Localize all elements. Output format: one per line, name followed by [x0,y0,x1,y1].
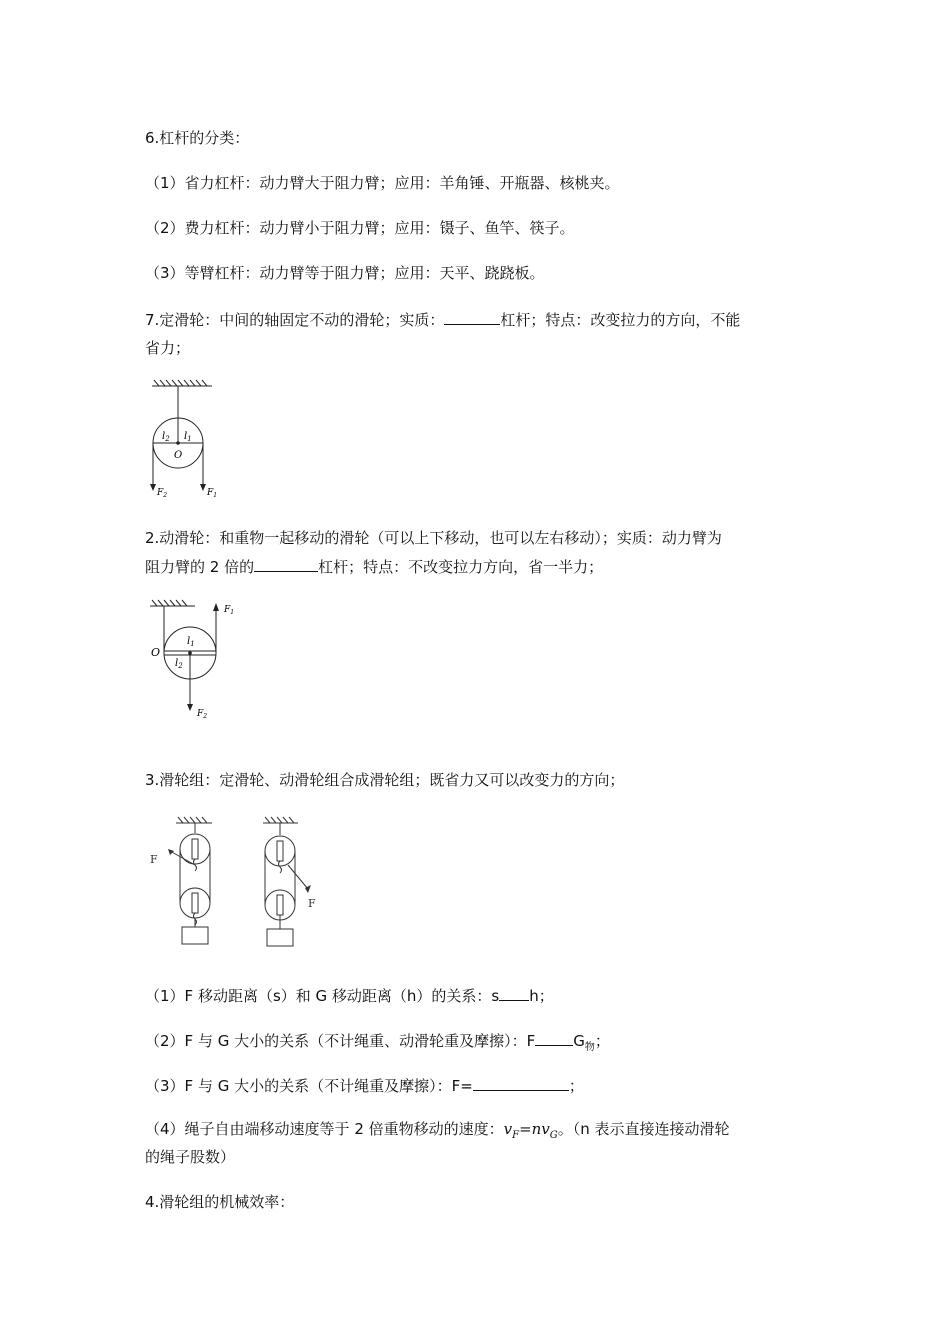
axle-dot [188,651,192,655]
pulley-system-right [263,817,308,946]
efficiency-title: 4.滑轮组的机械效率： [145,1193,295,1211]
question-3 [145,1075,584,1096]
label-l2: $l_2$ [162,431,170,443]
question-3-tail: ； [568,1077,584,1095]
lever-type-3: （3）等臂杠杆：动力臂等于阻力臂；应用：天平、跷跷板。 [145,264,545,282]
question-4-line1 [145,1119,730,1146]
weight-box-right [267,929,293,946]
fixed-pulley-diagram [140,378,230,500]
lever-type-1: （1）省力杠杆：动力臂大于阻力臂；应用：羊角锤、开瓶器、核桃夹。 [145,174,620,192]
label-f-right: F [308,897,316,910]
fixed-pulley-text-pre: 7.定滑轮：中间的轴固定不动的滑轮；实质： [145,311,445,329]
label-l1: $l_1$ [187,636,195,648]
section-6-title: 6.杠杆的分类： [145,129,250,147]
question-2 [145,1030,610,1058]
question-3-text: （3）F 与 G 大小的关系（不计绳重及摩擦）：F= [145,1077,473,1095]
label-l2: $l_2$ [175,658,183,670]
movable-pulley-text-pre: 阻力臂的 2 倍的 [145,558,255,576]
label-f2: $F_2$ [197,709,208,720]
pulley-group-title: 3.滑轮组：定滑轮、动滑轮组合成滑轮组；既省力又可以改变力的方向； [145,771,625,789]
label-l1: $l_1$ [184,431,192,443]
question-2-tail: ； [594,1032,610,1050]
fixed-pulley-line2: 省力； [145,339,191,357]
question-4-text: （4）绳子自由端移动速度等于 2 倍重物移动的速度： [145,1120,504,1138]
fixed-pulley-blank[interactable] [444,309,500,325]
question-3-blank[interactable] [473,1075,569,1091]
question-2-blank[interactable] [535,1030,573,1046]
question-2-sub: 物 [584,1042,595,1053]
movable-pulley-line2 [145,556,603,577]
fixed-pulley-text-post: 杠杆；特点：改变拉力的方向，不能 [500,311,741,329]
label-f-left: F [150,853,158,866]
movable-pulley-diagram [145,598,245,726]
label-f1: $F_1$ [207,488,218,499]
question-2-text: （2）F 与 G 大小的关系（不计绳重、动滑轮重及摩擦）：F [145,1032,536,1050]
pulley-group-diagram [148,815,318,950]
label-o: O [151,646,161,659]
movable-pulley-line1: 2.动滑轮：和重物一起移动的滑轮（可以上下移动，也可以左右移动）；实质：动力臂为 [145,529,722,547]
question-4-tail: 。（n 表示直接连接动滑轮 [557,1120,730,1138]
question-1 [145,985,554,1006]
label-f1: $F_1$ [224,605,235,616]
movable-pulley-blank[interactable] [254,556,318,572]
arrow-f-left [168,849,174,855]
question-4-line2: 的绳子股数） [145,1148,236,1166]
arrow-f2 [187,704,193,711]
question-1-tail: h； [529,987,554,1005]
lever-type-2: （2）费力杠杆：动力臂小于阻力臂；应用：镊子、鱼竿、筷子。 [145,219,575,237]
label-f2: $F_2$ [157,488,168,499]
arrow-f1 [213,603,219,611]
arrow-f1 [200,484,206,491]
pulley-system-left [170,817,212,944]
weight-box-left [182,927,208,944]
label-o: O [174,450,183,461]
arrow-f2 [150,484,156,491]
axle-dot [176,441,180,445]
question-2-g: G [573,1032,585,1050]
fixed-pulley-line1 [145,309,740,330]
movable-pulley-text-post: 杠杆；特点：不改变拉力方向，省一半力； [318,558,604,576]
question-1-blank[interactable] [499,985,529,1001]
question-1-text: （1）F 移动距离（s）和 G 移动距离（h）的关系：s [145,987,500,1005]
velocity-formula: $v_F=nv_G$ [503,1120,558,1141]
